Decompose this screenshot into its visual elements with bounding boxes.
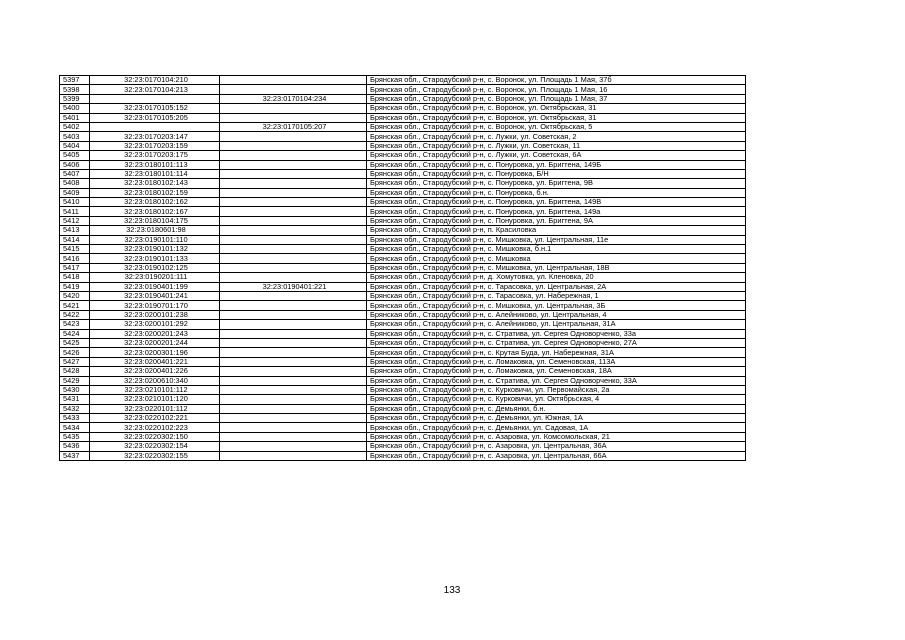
cadastral-number-cell: 32:23:0180102:162 — [90, 198, 220, 207]
table-row — [60, 76, 746, 85]
linked-cadastral-number-cell — [220, 423, 367, 432]
cadastral-number-cell: 32:23:0170203:159 — [90, 141, 220, 150]
address-cell: Брянская обл., Стародубский р-н, с. Лужки, ул. Советская, 2 — [367, 132, 746, 141]
address-cell: Брянская обл., Стародубский р-н, д. Хомутовка, ул. Кленовка, 20 — [367, 273, 746, 282]
table-row — [60, 348, 746, 357]
table-row — [60, 282, 746, 291]
table-row — [60, 226, 746, 235]
address-cell: Брянская обл., Стародубский р-н, с. Понуровка, ул. Бригтена, 149В — [367, 198, 746, 207]
property-registry-table — [59, 75, 746, 461]
row-number-cell: 5413 — [60, 226, 90, 235]
table-row — [60, 160, 746, 169]
cadastral-number-cell: 32:23:0220302:154 — [90, 442, 220, 451]
cadastral-number-cell: 32:23:0180104:175 — [90, 216, 220, 225]
cadastral-number-cell: 32:23:0190101:133 — [90, 254, 220, 263]
table-row — [60, 432, 746, 441]
table-row — [60, 104, 746, 113]
row-number-cell: 5429 — [60, 376, 90, 385]
table-row — [60, 216, 746, 225]
linked-cadastral-number-cell — [220, 113, 367, 122]
cadastral-number-cell: 32:23:0190401:199 — [90, 282, 220, 291]
row-number-cell: 5421 — [60, 301, 90, 310]
cadastral-number-cell: 32:23:0220302:150 — [90, 432, 220, 441]
table-row — [60, 188, 746, 197]
address-cell: Брянская обл., Стародубский р-н, с. Воронок, ул. Октябрьская, 31 — [367, 113, 746, 122]
address-cell: Брянская обл., Стародубский р-н, с. Понуровка, б.н. — [367, 188, 746, 197]
address-cell: Брянская обл., Стародубский р-н, с. Азаровка, ул. Центральная, 36А — [367, 442, 746, 451]
linked-cadastral-number-cell — [220, 432, 367, 441]
address-cell: Брянская обл., Стародубский р-н, с. Ломаковка, ул. Семеновская, 18А — [367, 367, 746, 376]
address-cell: Брянская обл., Стародубский р-н, с. Воронок, ул. Площадь 1 Мая, 16 — [367, 85, 746, 94]
row-number-cell: 5410 — [60, 198, 90, 207]
page-number: 133 — [443, 585, 461, 596]
address-cell: Брянская обл., Стародубский р-н, с. Понуровка, ул. Бригтена, 149Б — [367, 160, 746, 169]
address-cell: Брянская обл., Стародубский р-н, с. Демьянки, ул. Южная, 1А — [367, 414, 746, 423]
cadastral-number-cell: 32:23:0190101:110 — [90, 235, 220, 244]
registry-table-body — [60, 76, 746, 461]
row-number-cell: 5417 — [60, 263, 90, 272]
linked-cadastral-number-cell — [220, 320, 367, 329]
row-number-cell: 5420 — [60, 291, 90, 300]
table-row — [60, 423, 746, 432]
address-cell: Брянская обл., Стародубский р-н, с. Тарасовка, ул. Набережная, 1 — [367, 291, 746, 300]
linked-cadastral-number-cell — [220, 85, 367, 94]
row-number-cell: 5411 — [60, 207, 90, 216]
cadastral-number-cell: 32:23:0170105:152 — [90, 104, 220, 113]
address-cell: Брянская обл., Стародубский р-н, с. Ломаковка, ул. Семеновская, 113А — [367, 357, 746, 366]
address-cell: Брянская обл., Стародубский р-н, с. Мишковка, ул. Центральная, 11е — [367, 235, 746, 244]
row-number-cell: 5402 — [60, 122, 90, 131]
table-row — [60, 291, 746, 300]
cadastral-number-cell: 32:23:0170105:205 — [90, 113, 220, 122]
cadastral-number-cell: 32:23:0190102:125 — [90, 263, 220, 272]
address-cell: Брянская обл., Стародубский р-н, с. Тарасовка, ул. Центральная, 2А — [367, 282, 746, 291]
cadastral-number-cell: 32:23:0180102:143 — [90, 179, 220, 188]
table-row — [60, 179, 746, 188]
address-cell: Брянская обл., Стародубский р-н, с. Стратива, ул. Сергея Одноворченко, 33а — [367, 329, 746, 338]
linked-cadastral-number-cell — [220, 76, 367, 85]
row-number-cell: 5398 — [60, 85, 90, 94]
row-number-cell: 5422 — [60, 310, 90, 319]
address-cell: Брянская обл., Стародубский р-н, с. Воронок, ул. Площадь 1 Мая, 37б — [367, 76, 746, 85]
address-cell: Брянская обл., Стародубский р-н, с. Азаровка, ул. Центральная, 66А — [367, 451, 746, 460]
cadastral-number-cell: 32:23:0220302:155 — [90, 451, 220, 460]
linked-cadastral-number-cell — [220, 226, 367, 235]
row-number-cell: 5412 — [60, 216, 90, 225]
row-number-cell: 5404 — [60, 141, 90, 150]
row-number-cell: 5400 — [60, 104, 90, 113]
cadastral-number-cell: 32:23:0200610:340 — [90, 376, 220, 385]
linked-cadastral-number-cell — [220, 198, 367, 207]
cadastral-number-cell — [90, 94, 220, 103]
address-cell: Брянская обл., Стародубский р-н, с. Воронок, ул. Октябрьская, 5 — [367, 122, 746, 131]
table-row — [60, 414, 746, 423]
cadastral-number-cell: 32:23:0170203:175 — [90, 151, 220, 160]
cadastral-number-cell: 32:23:0200201:244 — [90, 338, 220, 347]
cadastral-number-cell: 32:23:0170104:213 — [90, 85, 220, 94]
cadastral-number-cell: 32:23:0170203:147 — [90, 132, 220, 141]
row-number-cell: 5436 — [60, 442, 90, 451]
table-row — [60, 169, 746, 178]
address-cell: Брянская обл., Стародубский р-н, с. Мишковка, ул. Центральная, 3Б — [367, 301, 746, 310]
row-number-cell: 5415 — [60, 245, 90, 254]
address-cell: Брянская обл., Стародубский р-н, с. Лужки, ул. Советская, 11 — [367, 141, 746, 150]
row-number-cell: 5406 — [60, 160, 90, 169]
linked-cadastral-number-cell — [220, 291, 367, 300]
address-cell: Брянская обл., Стародубский р-н, с. Стратива, ул. Сергея Одноворченко, 33А — [367, 376, 746, 385]
table-row — [60, 395, 746, 404]
cadastral-number-cell: 32:23:0180102:167 — [90, 207, 220, 216]
table-row — [60, 310, 746, 319]
row-number-cell: 5433 — [60, 414, 90, 423]
table-row — [60, 207, 746, 216]
linked-cadastral-number-cell: 32:23:0190401:221 — [220, 282, 367, 291]
address-cell: Брянская обл., Стародубский р-н, с. Воронок, ул. Площадь 1 Мая, 37 — [367, 94, 746, 103]
table-row — [60, 301, 746, 310]
table-row — [60, 94, 746, 103]
address-cell: Брянская обл., Стародубский р-н, с. Стратива, ул. Сергея Одноворченко, 27А — [367, 338, 746, 347]
row-number-cell: 5424 — [60, 329, 90, 338]
row-number-cell: 5405 — [60, 151, 90, 160]
address-cell: Брянская обл., Стародубский р-н, с. Алейниково, ул. Центральная, 4 — [367, 310, 746, 319]
linked-cadastral-number-cell — [220, 414, 367, 423]
linked-cadastral-number-cell — [220, 141, 367, 150]
linked-cadastral-number-cell — [220, 404, 367, 413]
cadastral-number-cell: 32:23:0210101:112 — [90, 385, 220, 394]
row-number-cell: 5418 — [60, 273, 90, 282]
cadastral-number-cell: 32:23:0220102:221 — [90, 414, 220, 423]
row-number-cell: 5407 — [60, 169, 90, 178]
table-row — [60, 235, 746, 244]
cadastral-number-cell: 32:23:0220101:112 — [90, 404, 220, 413]
linked-cadastral-number-cell — [220, 188, 367, 197]
address-cell: Брянская обл., Стародубский р-н, с. Алейниково, ул. Центральная, 31А — [367, 320, 746, 329]
table-row — [60, 329, 746, 338]
address-cell: Брянская обл., Стародубский р-н, с. Понуровка, ул. Бригтена, 9А — [367, 216, 746, 225]
linked-cadastral-number-cell — [220, 160, 367, 169]
row-number-cell: 5428 — [60, 367, 90, 376]
address-cell: Брянская обл., Стародубский р-н, с. Воронок, ул. Октябрьская, 31 — [367, 104, 746, 113]
address-cell: Брянская обл., Стародубский р-н, с. Мишковка — [367, 254, 746, 263]
linked-cadastral-number-cell — [220, 395, 367, 404]
linked-cadastral-number-cell: 32:23:0170104:234 — [220, 94, 367, 103]
address-cell: Брянская обл., Стародубский р-н, с. Курковичи, ул. Первомайская, 2а — [367, 385, 746, 394]
cadastral-number-cell: 32:23:0190201:111 — [90, 273, 220, 282]
linked-cadastral-number-cell — [220, 207, 367, 216]
row-number-cell: 5434 — [60, 423, 90, 432]
cadastral-number-cell: 32:23:0200101:238 — [90, 310, 220, 319]
linked-cadastral-number-cell — [220, 357, 367, 366]
cadastral-number-cell: 32:23:0190101:132 — [90, 245, 220, 254]
row-number-cell: 5397 — [60, 76, 90, 85]
cadastral-number-cell: 32:23:0180601:98 — [90, 226, 220, 235]
linked-cadastral-number-cell — [220, 273, 367, 282]
linked-cadastral-number-cell — [220, 104, 367, 113]
linked-cadastral-number-cell — [220, 235, 367, 244]
linked-cadastral-number-cell — [220, 245, 367, 254]
cadastral-number-cell: 32:23:0200401:226 — [90, 367, 220, 376]
row-number-cell: 5416 — [60, 254, 90, 263]
address-cell: Брянская обл., Стародубский р-н, с. Мишковка, ул. Центральная, 18В — [367, 263, 746, 272]
row-number-cell: 5426 — [60, 348, 90, 357]
table-row — [60, 442, 746, 451]
address-cell: Брянская обл., Стародубский р-н, с. Курковичи, ул. Октябрьская, 4 — [367, 395, 746, 404]
address-cell: Брянская обл., Стародубский р-н, с. Демьянки, б.н. — [367, 404, 746, 413]
address-cell: Брянская обл., Стародубский р-н, с. Понуровка, ул. Бригтена, 9В — [367, 179, 746, 188]
cadastral-number-cell: 32:23:0200101:292 — [90, 320, 220, 329]
table-row — [60, 122, 746, 131]
linked-cadastral-number-cell — [220, 338, 367, 347]
cadastral-number-cell: 32:23:0190701:170 — [90, 301, 220, 310]
linked-cadastral-number-cell — [220, 451, 367, 460]
linked-cadastral-number-cell — [220, 442, 367, 451]
address-cell: Брянская обл., Стародубский р-н, с. Мишковка, б.н.1 — [367, 245, 746, 254]
linked-cadastral-number-cell — [220, 385, 367, 394]
cadastral-number-cell — [90, 122, 220, 131]
cadastral-number-cell: 32:23:0180101:114 — [90, 169, 220, 178]
address-cell: Брянская обл., Стародубский р-н, с. Демьянки, ул. Садовая, 1А — [367, 423, 746, 432]
address-cell: Брянская обл., Стародубский р-н, с. Азаровка, ул. Комсомольская, 21 — [367, 432, 746, 441]
cadastral-number-cell: 32:23:0180101:113 — [90, 160, 220, 169]
address-cell: Брянская обл., Стародубский р-н, с. Понуровка, ул. Бригтена, 149а — [367, 207, 746, 216]
row-number-cell: 5403 — [60, 132, 90, 141]
table-row — [60, 245, 746, 254]
cadastral-number-cell: 32:23:0210101:120 — [90, 395, 220, 404]
linked-cadastral-number-cell — [220, 367, 367, 376]
table-row — [60, 85, 746, 94]
linked-cadastral-number-cell — [220, 329, 367, 338]
table-row — [60, 263, 746, 272]
table-row — [60, 141, 746, 150]
linked-cadastral-number-cell — [220, 263, 367, 272]
table-row — [60, 254, 746, 263]
cadastral-number-cell: 32:23:0170104:210 — [90, 76, 220, 85]
linked-cadastral-number-cell — [220, 216, 367, 225]
cadastral-number-cell: 32:23:0200201:243 — [90, 329, 220, 338]
table-row — [60, 113, 746, 122]
linked-cadastral-number-cell — [220, 254, 367, 263]
linked-cadastral-number-cell — [220, 179, 367, 188]
address-cell: Брянская обл., Стародубский р-н, с. Понуровка, Б/Н — [367, 169, 746, 178]
linked-cadastral-number-cell — [220, 310, 367, 319]
cadastral-number-cell: 32:23:0190401:241 — [90, 291, 220, 300]
linked-cadastral-number-cell — [220, 132, 367, 141]
cadastral-number-cell: 32:23:0200301:196 — [90, 348, 220, 357]
row-number-cell: 5437 — [60, 451, 90, 460]
table-row — [60, 198, 746, 207]
linked-cadastral-number-cell: 32:23:0170105:207 — [220, 122, 367, 131]
row-number-cell: 5431 — [60, 395, 90, 404]
table-row — [60, 357, 746, 366]
linked-cadastral-number-cell — [220, 169, 367, 178]
table-row — [60, 273, 746, 282]
address-cell: Брянская обл., Стародубский р-н, п. Красиловка — [367, 226, 746, 235]
row-number-cell: 5427 — [60, 357, 90, 366]
cadastral-number-cell: 32:23:0180102:159 — [90, 188, 220, 197]
table-row — [60, 404, 746, 413]
cadastral-number-cell: 32:23:0200401:221 — [90, 357, 220, 366]
linked-cadastral-number-cell — [220, 348, 367, 357]
table-row — [60, 151, 746, 160]
table-row — [60, 320, 746, 329]
linked-cadastral-number-cell — [220, 151, 367, 160]
row-number-cell: 5419 — [60, 282, 90, 291]
row-number-cell: 5435 — [60, 432, 90, 441]
cadastral-number-cell: 32:23:0220102:223 — [90, 423, 220, 432]
table-row — [60, 338, 746, 347]
row-number-cell: 5408 — [60, 179, 90, 188]
table-row — [60, 385, 746, 394]
table-row — [60, 451, 746, 460]
row-number-cell: 5409 — [60, 188, 90, 197]
linked-cadastral-number-cell — [220, 376, 367, 385]
table-row — [60, 367, 746, 376]
address-cell: Брянская обл., Стародубский р-н, с. Крутая Буда, ул. Набережная, 31А — [367, 348, 746, 357]
row-number-cell: 5425 — [60, 338, 90, 347]
row-number-cell: 5423 — [60, 320, 90, 329]
row-number-cell: 5399 — [60, 94, 90, 103]
table-row — [60, 376, 746, 385]
row-number-cell: 5432 — [60, 404, 90, 413]
row-number-cell: 5414 — [60, 235, 90, 244]
table-row — [60, 132, 746, 141]
row-number-cell: 5401 — [60, 113, 90, 122]
row-number-cell: 5430 — [60, 385, 90, 394]
address-cell: Брянская обл., Стародубский р-н, с. Лужки, ул. Советская, 6А — [367, 151, 746, 160]
linked-cadastral-number-cell — [220, 301, 367, 310]
